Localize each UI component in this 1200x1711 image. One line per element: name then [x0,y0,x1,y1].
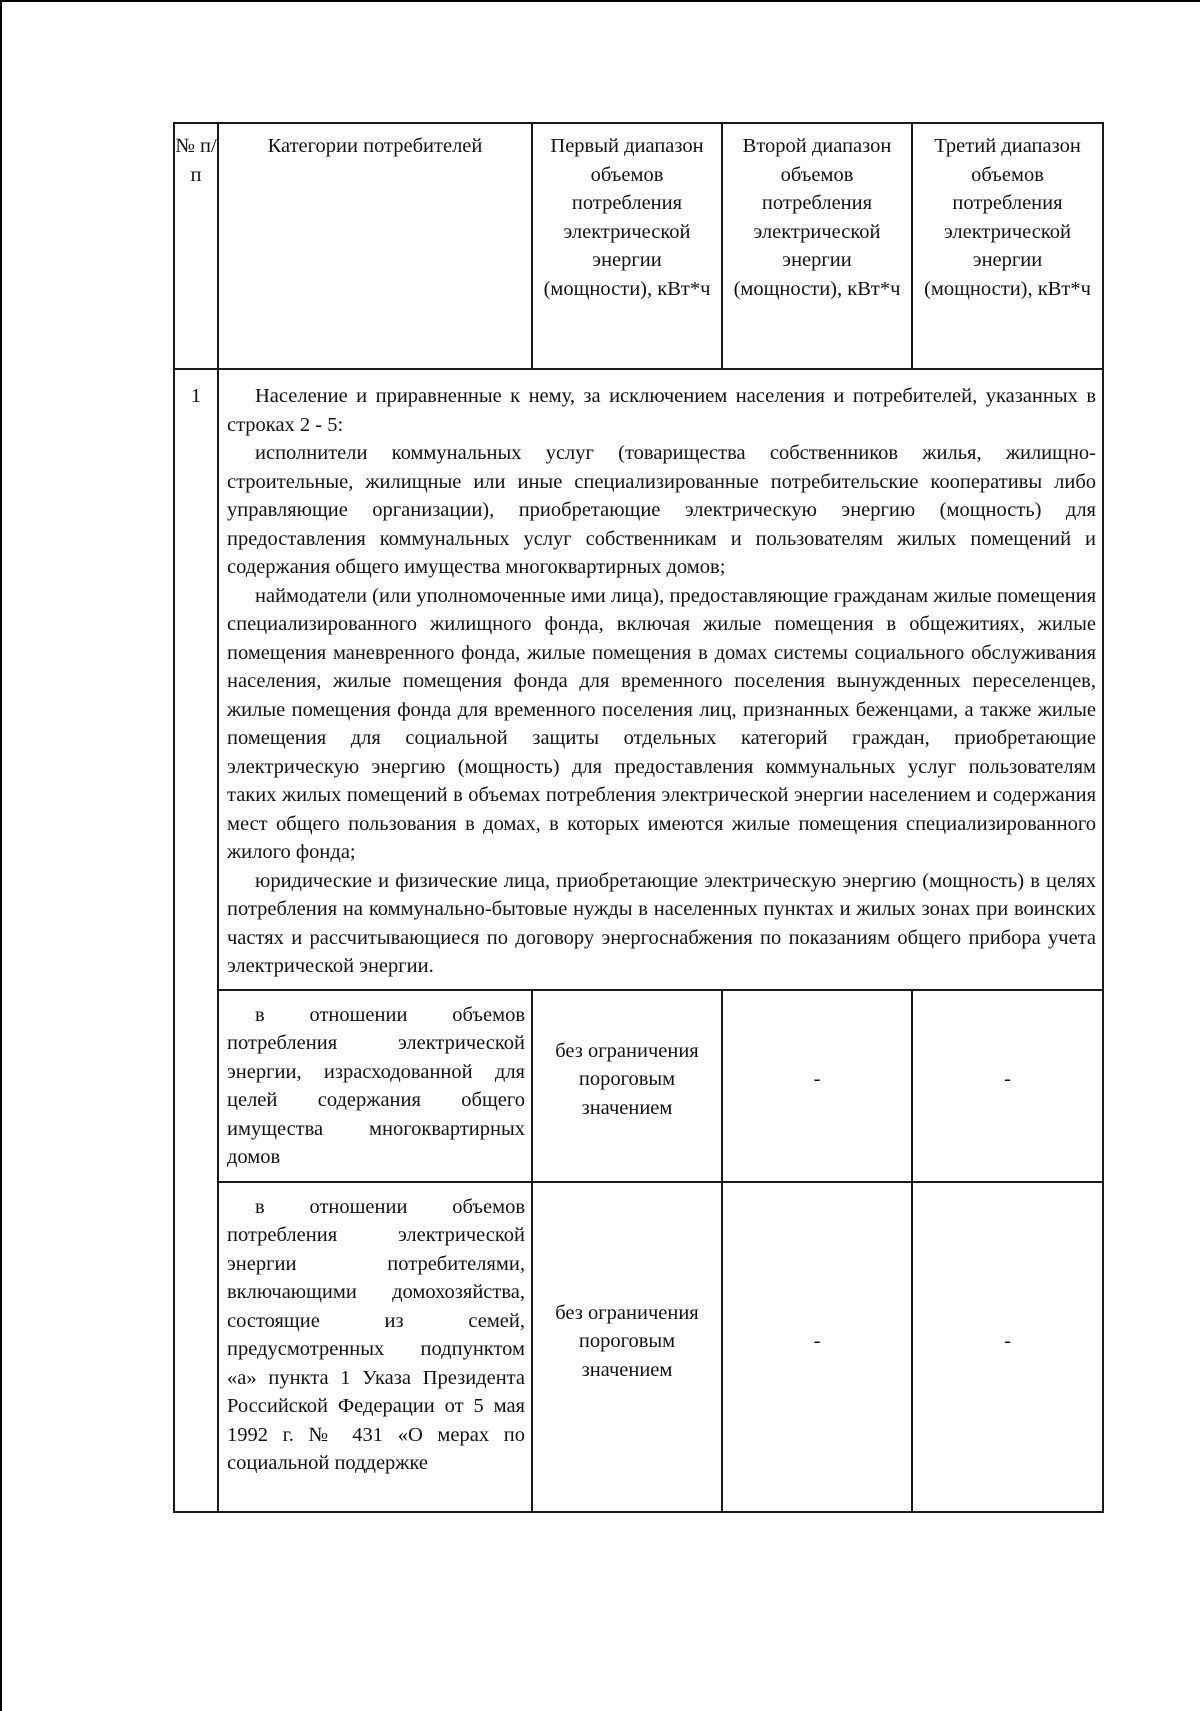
row-1-paragraph: Население и приравненные к нему, за исключением населения и потребителей, указанных в строках 2 - 5: [227,385,1096,436]
row-1-paragraph: юридические и физические лица, приобретающие электрическую энергию (мощность) в целях потребления на коммунально-бытовые нужды в населенных пунктах и жилых зонах при воинских частях и рассчитывающиеся по договору энергоснабжения по показаниям общего прибора учета электрической энергии. [227,869,1096,977]
sub-row-2-text: в отношении объемов потребления электрической энергии потребителями, включающими домохозяйства, состоящие из семей, предусмотренных подпунктом «а» пункта 1 Указа Президента Российской Федерации от 5 мая 1992 г. № 431 «О мерах по социальной поддержке [227,1195,525,1474]
tariff-table [173,122,1104,1513]
sub-row-2-description [218,1182,532,1512]
sub-row-1-range-2: - [722,990,912,1182]
scan-left-edge [0,0,2,1711]
sub-row-1-description [218,990,532,1182]
row-1 [174,369,1103,990]
row-1-text [218,369,1103,990]
sub-row-1-text: в отношении объемов потребления электрической энергии, израсходованной для целей содержания общего имущества многоквартирных домов [227,1003,525,1168]
sub-row-1 [174,990,1103,1182]
row-1-paragraph: наймодатели (или уполномоченные ими лица), предоставляющие гражданам жилые помещения специализированного жилищного фонда, включая жилые помещения в общежитиях, жилые помещения маневренного фонда, жилые помещения в домах системы социального обслуживания населения, жилые помещения фонда для временного поселения вынужденных переселенцев, жилые помещения фонда для временного поселения лиц, признанных беженцами, а также жилые помещения для социальной защиты отдельных категорий граждан, приобретающие электрическую энергию (мощность) для предоставления коммунальных услуг пользователям таких жилых помещений в объемах потребления электрической энергии населением и содержания мест общего пользования в домах, в которых имеются жилые помещения специализированного жилого фонда; [227,584,1096,863]
sub-row-2-range-1: без ограничения пороговым значением [532,1182,722,1512]
sub-row-2-range-3: - [912,1182,1103,1512]
scan-top-edge [0,0,1200,2]
header-range-1: Первый диапазон объемов потребления электрической энергии (мощности), кВт*ч [532,123,722,369]
header-row [174,123,1103,369]
sub-row-2 [174,1182,1103,1512]
sub-row-1-range-3: - [912,990,1103,1182]
header-num: № п/п [174,123,218,369]
sub-row-1-range-1: без ограничения пороговым значением [532,990,722,1182]
sub-row-2-range-2: - [722,1182,912,1512]
row-1-paragraph: исполнители коммунальных услуг (товарищества собственников жилья, жилищно-строительные, жилищные или иные специализированные потребительские кооперативы либо управляющие организации), приобретающие электрическую энергию (мощность) для предоставления коммунальных услуг собственникам и пользователям жилых помещений и содержания общего имущества многоквартирных домов; [227,442,1096,578]
header-range-2: Второй диапазон объемов потребления электрической энергии (мощности), кВт*ч [722,123,912,369]
row-1-num: 1 [174,369,218,1512]
header-range-3: Третий диапазон объемов потребления электрической энергии (мощности), кВт*ч [912,123,1103,369]
header-category: Категории потребителей [218,123,532,369]
